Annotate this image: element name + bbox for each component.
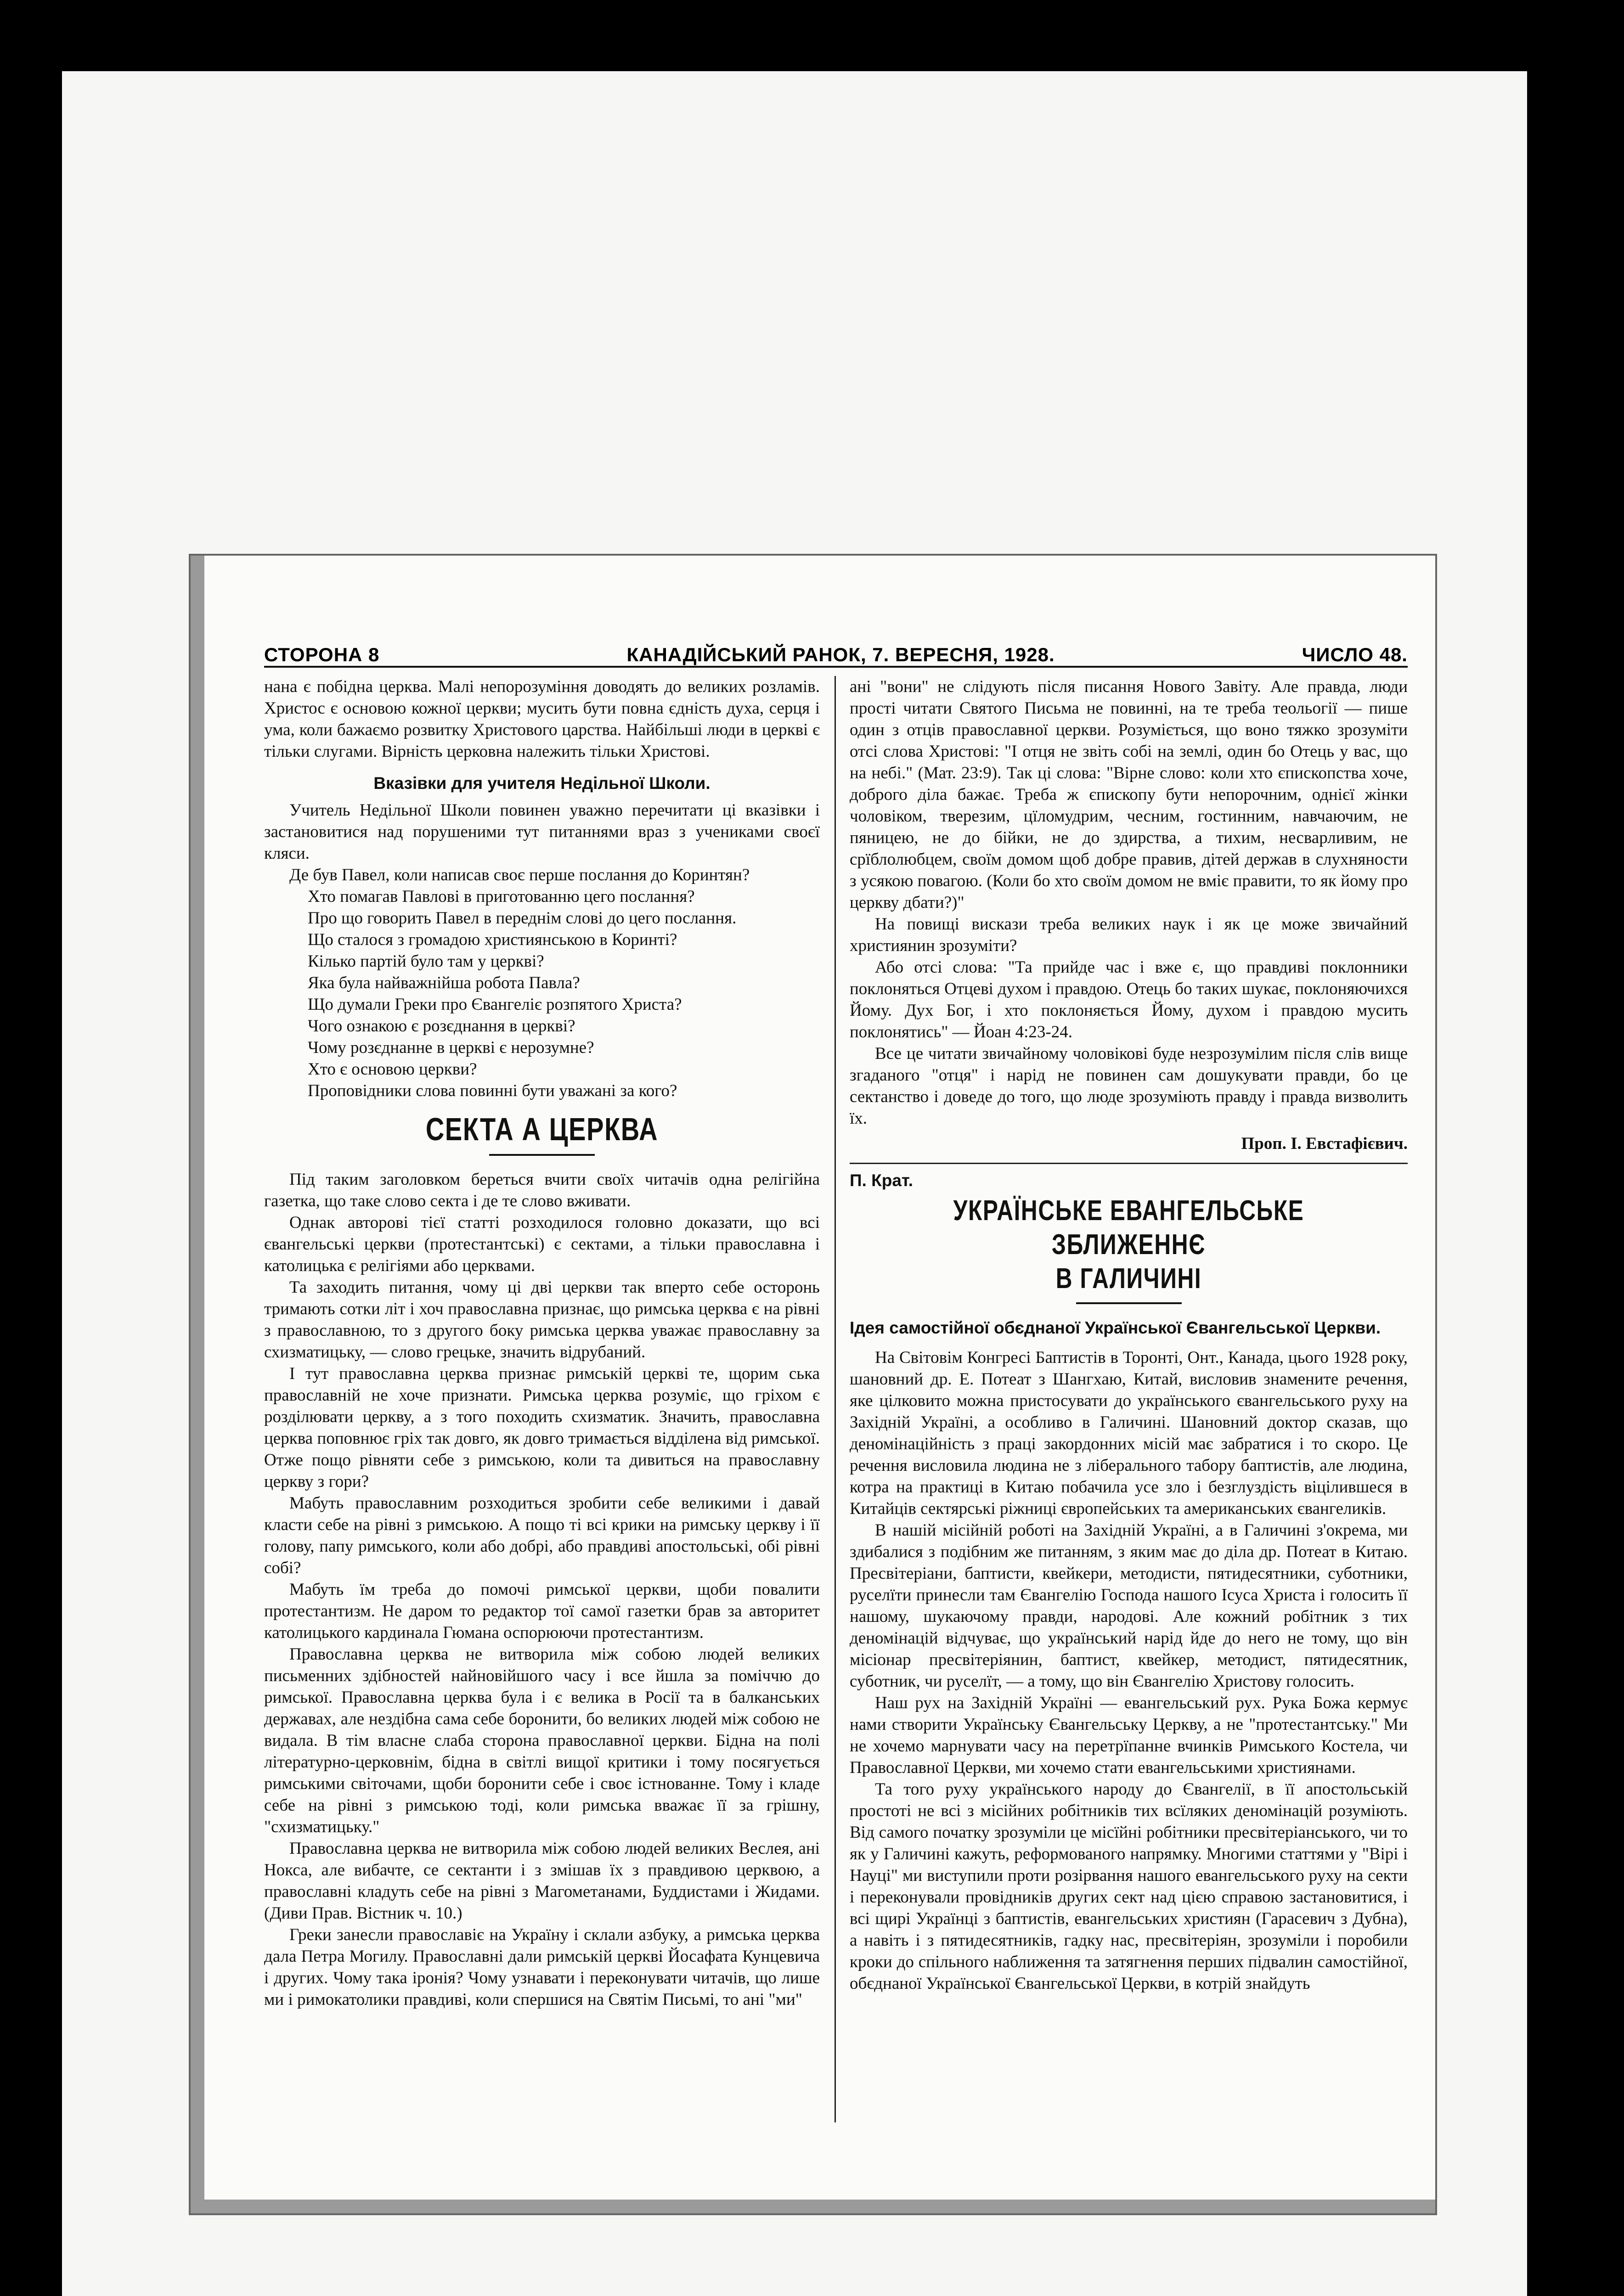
question: Чому розєднанне в церкві є нерозумне?: [308, 1038, 594, 1057]
paragraph: Православна церква не витворила між собою людей великих Веслея, ані Нокса, але вибачте, се сектанти і з змішав їх з правдивою церквою, а православні кладуть себе на рівні з Магометанами, Буддистами і Жидами. (Диви Прав. Вістник ч. 10.): [264, 1839, 820, 1923]
paragraph: Греки занесли православіє на Україну і склали азбуку, а римська церква дала Петра Могилу. Православні дали римській церкві Йосафата Кунцевича і других. Чому така іронія? Чому узнавати і переконувати читачів, що лише ми і римокатолики правдиві, коли спершися на Святім Письмі, то ані "ми": [264, 1925, 820, 2009]
paragraph: І тут православна церква признає римській церкві те, щорим ська православній не хоче признати. Римська церква розуміє, що гріхом є розділювати церкву, а з того походить схизматик. Значить, православна церква поповнює гріх так довго, як довго тримається відділена від римської. Отже пощо рівняти себе з римською, коли та дивиться на православну церкву з гори?: [264, 1364, 820, 1491]
section-heading: Вказівки для учителя Недільної Школи.: [373, 774, 710, 793]
question: Де був Павел, коли написав своє перше послання до Коринтян?: [289, 866, 750, 884]
signature: Проп. І. Евстафієвич.: [1241, 1134, 1408, 1153]
column-divider: [835, 676, 836, 2122]
paragraph: На Світовім Конгресі Баптистів в Торонті, Онт., Канада, цього 1928 року, шановний др. Е. Потеат з Шангхаю, Китай, висловив знамените речення, яке цілковито можна пристосувати до українського євангельського руху на Західній Україні, а особливо в Галичині. Шановний доктор сказав, що деномінаційність з праці закордонних місій має забратися і то скоро. Це речення висловила людина не з ліберального табору баптистів, але людина, котра на практиці в Китаю побачила усе зло і безглуздість віцілившеся в Китайців сектярські ріжниці європейських та американських євангеликів.: [850, 1348, 1408, 1518]
question: Що думали Греки про Євангеліє розпятого Христа?: [308, 995, 682, 1014]
article-separator: [850, 1163, 1408, 1164]
paragraph: Під таким заголовком береться вчити своїх читачів одна релігійна газетка, що таке слово секта і де те слово вживати.: [264, 1170, 820, 1210]
paragraph: Мабуть їм треба до помочі римської церкви, щоби повалити протестантизм. Не даром то редактор тої самої газетки брав за авторитет католицького кардинала Гюмана оспорюючи протестантизм.: [264, 1580, 820, 1642]
subheading: Ідея самостійної обєднаної Української Євангельської Церкви.: [850, 1318, 1381, 1337]
article-title-line2: В ГАЛИЧИНІ: [1055, 1263, 1202, 1294]
page-header: [264, 638, 1408, 668]
paragraph: нана є побідна церква. Малі непорозуміння доводять до великих розламів. Христос є основою кожної церкви; мусить бути повна єдність духа, серця і ума, коли бажаємо розвитку Христового царства. Найбільші люди в церкві є тільки слугами. Вірність церковна належить тільки Христові.: [264, 677, 820, 761]
question: Яка була найважнійша робота Павла?: [308, 974, 580, 992]
title-rule: [1076, 1302, 1182, 1304]
paragraph: Все це читати звичайному чоловікові буде незрозумілим після слів вище згаданого "отця" і нарід не повинен сам дошукувати правди, бо це сектанство і доведе до того, що люде зрозуміють правду і правда визволить їх.: [850, 1044, 1408, 1128]
question: Хто є основою церкви?: [308, 1060, 477, 1079]
question: Про що говорить Павел в переднім слові до цего послання.: [308, 909, 737, 928]
paragraph: Наш рух на Західній Україні — евангельський рух. Рука Божа кермує нами створити Українську Євангельську Церкву, а не "протестантську." Ми не хочемо марнувати часу на перетрїпанне вчинків Римського Костела, чи Православної Церкви, ми хочемо стати евангельськими християнами.: [850, 1694, 1408, 1777]
article-title-line1: УКРАЇНСЬКЕ ЕВАНГЕЛЬСЬКЕ ЗБЛИЖЕННЄ: [953, 1195, 1304, 1261]
author: П. Крат.: [850, 1171, 914, 1190]
question: Кілько партій було там у церкві?: [308, 952, 544, 971]
page-number: СТОРОНА 8: [264, 644, 380, 665]
paragraph: Та того руху українського народу до Євангелії, в її апостольській простоті не всі з місійних робітників тих всїляких деномінацій розуміють. Від самого початку зрозуміли це місїйні робітники пресвітеріанського, чи то як у Галичині кажуть, реформованого напрямку. Многими статтями у "Вірі і Науці" ми виступили проти розірвання нашого евангельського руху на секти і переконували провідників других сект над цією справою застановитися, і всі щирі Українці з баптистів, евангельських християн (Гарасевич з Дубна), а навіть і з пятидесятників, гадку нас, пресвітеріян, зрозуміли і поробили кроки до спільного наближення та затягнення перших підвалин самостійної, обєднаної Української Євангельської Церкви, в котрій знайдуть: [850, 1780, 1408, 1993]
newspaper-page: [191, 556, 1435, 2213]
paragraph: ані "вони" не слідують після писання Нового Завіту. Але правда, люди прості читати Святого Письма не повинні, на те треба теольогії — пише один з отців православної церкви. Розуміється, що воно тяжко зрозуміти отсі слова Христові: "І отця не звіть собі на землі, один бо Отець у вас, що на небі." (Мат. 23:9). Так ці слова: "Вірне слово: коли хто єпископства хоче, доброго діла бажає. Треба ж єпископу бути непорочним, однієї жінки чоловіком, тверезим, цїломудрим, чесним, гостинним, навчаючим, не пяницею, не до бійки, не до здирства, а тихим, несварливим, не срїблолюбцем, своїм домом щоб добре правив, дітей держав в слухняности з усякою повагою. (Коли бо хто своїм домом не вміє правити, то як йому про церкву дбати?)": [850, 677, 1408, 912]
left-column: [264, 676, 820, 2010]
paragraph: На повищі вискази треба великих наук і як це може звичайний християнин зрозуміти?: [850, 915, 1408, 955]
right-column: [850, 676, 1408, 1994]
question: Що сталося з громадою християнською в Коринті?: [308, 930, 677, 949]
title-rule: [489, 1154, 595, 1156]
paragraph: Мабуть православним розходиться зробити себе великими і давай класти себе на рівні з римською. А пощо ті всі крики на римську церкву і її голову, папу римського, коли або добрі, або правдиві апостольські, обі рівні собі?: [264, 1494, 820, 1577]
issue-number: ЧИСЛО 48.: [1302, 644, 1408, 665]
paragraph: Або отсі слова: "Та прийде час і вже є, що правдиві поклонники поклоняться Отцеві духом і правдою. Отець бо таких шукає, поклоняючихся Йому. Дух Бог, і хто поклоняється Йому, духом і правдою мусить поклонятись" — Йоан 4:23-24.: [850, 958, 1408, 1041]
paragraph: В нашій місійній роботі на Західній Україні, а в Галичині з'окрема, ми здибалися з подібним же питанням, з яким має до діла др. Потеат в Китаю. Пресвітеріани, баптисти, квейкери, методисти, пятидесятники, суботники, руселїти принесли там Євангелію Господа нашого Ісуса Христа і голосить її нашому, шукаючому правди, народові. Але кожний робітник з тих деномінацій відчуває, що український нарід йде до него не тому, що він місіонар пресвітеріянин, баптист, квейкер, методист, пятидесятник, суботник, чи руселїт, — а тому, що він Євангелію Христову голосить.: [850, 1521, 1408, 1691]
question: Чого ознакою є розєднання в церкві?: [308, 1017, 575, 1035]
paragraph: Учитель Недільної Школи повинен уважно перечитати ці вказівки і застановитися над порушеними тут питаннями враз з учениками своєї кляси.: [264, 801, 820, 863]
article-title: СЕКТА А ЦЕРКВА: [425, 1111, 659, 1147]
paragraph: Православна церква не витворила між собою людей великих письменних здібностей найновійшого часу і все йшла за поміччю до римської. Православна церква була і є велика в Росії та в балканських державах, але нездібна сама себе боронити, бо великих людей між собою не видала. В тім власне слаба сторона православної церкви. Бідна на полі літературно-церковнім, бідна в світлі вищої критики і тому посягується римськими світочами, щоби боронити себе і своє істнованне. Тому і кладе себе на рівні з римською тоді, коли римська вважає її за грішну, "схизматицьку.": [264, 1645, 820, 1836]
masthead: КАНАДІЙСЬКИЙ РАНОК, 7. ВЕРЕСНЯ, 1928.: [626, 644, 1055, 665]
question: Хто помагав Павлові в приготованню цего послання?: [308, 887, 695, 906]
paragraph: Однак авторові тієї статті розходилося головно доказати, що всі євангельські церкви (протестантські) є сектами, а тільки православна і католицька є релігіями або церквами.: [264, 1213, 820, 1275]
paragraph: Та заходить питання, чому ці дві церкви так вперто себе осторонь тримають сотки літ і хоч православна признає, що римська церква є на рівні з православною, то з другого боку римська церква уважає православну за схизматицьку, — слово грецьке, значить відрубаний.: [264, 1278, 820, 1362]
question: Проповідники слова повинні бути уважані за кого?: [308, 1081, 677, 1100]
